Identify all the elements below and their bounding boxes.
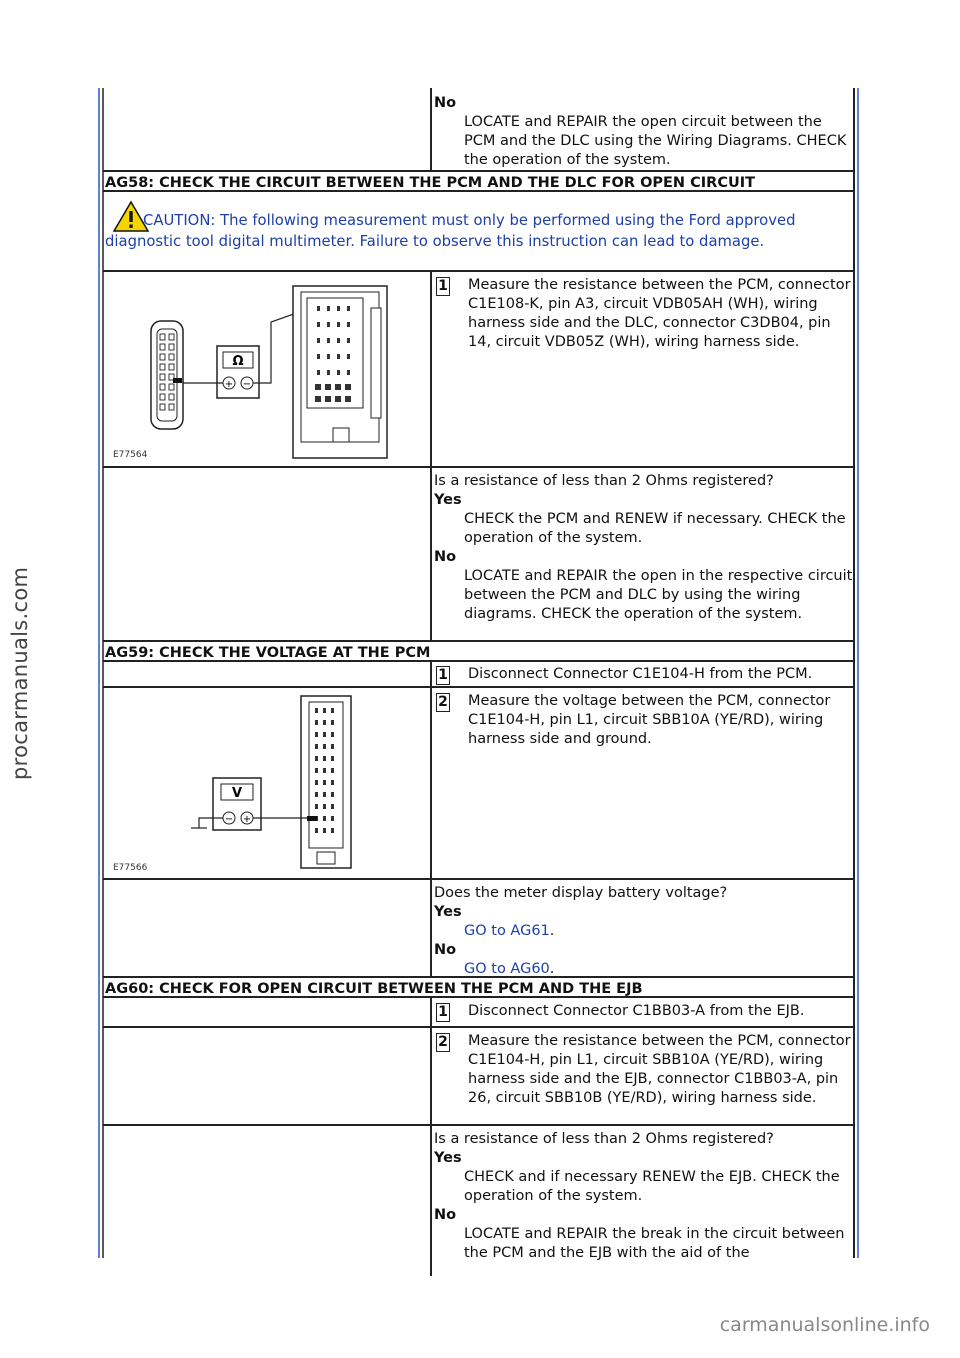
side-watermark: procarmanuals.com (8, 566, 32, 780)
step-number: 2 (436, 693, 450, 712)
ag58-step-cell (430, 272, 854, 466)
no-label: No (434, 942, 457, 958)
ag60-step1-row (103, 998, 854, 1028)
yes-label: Yes (434, 492, 462, 508)
step-1 (434, 276, 854, 352)
ag59-title: AG59: CHECK THE VOLTAGE AT THE PCM (103, 642, 854, 662)
step-text: Disconnect Connector C1E104-H from the PCM. (468, 666, 813, 682)
step-2 (434, 1032, 854, 1108)
yes-text: CHECK and if necessary RENEW the EJB. CHECK the operation of the system. (464, 1169, 840, 1204)
svg-text:−: − (242, 379, 252, 390)
no-text: LOCATE and REPAIR the open circuit between the PCM and the DLC using the Wiring Diagrams. CHECK the operation of the system. (464, 114, 847, 168)
meter-symbol: Ω (232, 354, 244, 369)
question-text: Does the meter display battery voltage? (434, 885, 728, 901)
yes-label: Yes (434, 1150, 462, 1166)
step-text: Measure the voltage between the PCM, connector C1E104-H, pin L1, circuit SBB10A (YE/RD), wiring harness side and ground. (468, 693, 831, 747)
no-text: LOCATE and REPAIR the break in the circuit between the PCM and the EJB with the aid of the (464, 1226, 845, 1261)
meter-symbol: V (231, 786, 243, 801)
resistance-measurement-diagram (105, 278, 427, 462)
ag58-question-cell (430, 468, 854, 640)
ag58-step-row (103, 272, 854, 468)
step-2 (434, 692, 854, 749)
period: . (549, 961, 555, 977)
yes-text: CHECK the PCM and RENEW if necessary. CHECK the operation of the system. (464, 511, 846, 546)
svg-text:+: + (242, 814, 252, 825)
footer-watermark: carmanualsonline.info (719, 1314, 930, 1336)
voltage-measurement-diagram (105, 692, 427, 876)
question-text: Is a resistance of less than 2 Ohms registered? (434, 473, 774, 489)
step-number: 2 (436, 1033, 450, 1052)
step-1 (434, 1002, 854, 1022)
svg-text:−: − (224, 814, 234, 825)
ag58-title: AG58: CHECK THE CIRCUIT BETWEEN THE PCM AND THE DLC FOR OPEN CIRCUIT (103, 172, 854, 192)
top-no-row (103, 88, 854, 172)
step-1 (434, 665, 854, 685)
ag59-step2-cell (430, 688, 854, 878)
ag59-question-row (103, 880, 854, 978)
top-no-cell (430, 88, 854, 170)
ag60-step1-cell (430, 998, 854, 1026)
no-text: LOCATE and REPAIR the open in the respective circuit between the PCM and DLC by using the wiring diagrams. CHECK the operation of the system. (464, 568, 853, 622)
svg-text:+: + (224, 379, 234, 390)
ag59-step1-cell (430, 662, 854, 686)
ag60-question-cell (430, 1126, 854, 1276)
ag58-caution (103, 192, 854, 272)
ag59-step1-row (103, 662, 854, 688)
go-to-ag60-link[interactable]: GO to AG60 (464, 961, 550, 977)
no-label: No (434, 549, 457, 565)
figure-id: E77564 (113, 450, 148, 460)
figure-id: E77566 (113, 863, 148, 873)
ag60-question-row (103, 1126, 854, 1276)
step-text: Measure the resistance between the PCM, connector C1E108-K, pin A3, circuit VDB05AH (WH), wiring harness side and the DLC, connector C3DB04, pin 14, circuit VDB05Z (WH), wiring harness side. (468, 277, 851, 350)
yes-label: Yes (434, 904, 462, 920)
no-label: No (434, 95, 457, 111)
period: . (549, 923, 555, 939)
step-text: Measure the resistance between the PCM, connector C1E104-H, pin L1, circuit SBB10A (YE/RD), wiring harness side and the EJB, connector C1BB03-A, pin 26, circuit SBB10B (YE/RD), wiring harness side. (468, 1033, 851, 1106)
step-text: Disconnect Connector C1BB03-A from the EJB. (468, 1003, 805, 1019)
warning-triangle-icon (113, 200, 149, 232)
ag60-step2-cell (430, 1028, 854, 1124)
ag60-step2-row (103, 1028, 854, 1126)
ag59-step2-row (103, 688, 854, 880)
no-label: No (434, 1207, 457, 1223)
caution-text: CAUTION: The following measurement must only be performed using the Ford approved diagnostic tool digital multimeter. Failure to observe this instruction can lead to damage. (105, 212, 796, 250)
step-number: 1 (436, 277, 450, 296)
step-number: 1 (436, 1003, 450, 1022)
ag58-question-row (103, 468, 854, 642)
document-body (103, 88, 854, 1276)
ag60-title: AG60: CHECK FOR OPEN CIRCUIT BETWEEN THE PCM AND THE EJB (103, 978, 854, 998)
question-text: Is a resistance of less than 2 Ohms registered? (434, 1131, 774, 1147)
ag59-question-cell (430, 880, 854, 976)
step-number: 1 (436, 666, 450, 685)
go-to-ag61-link[interactable]: GO to AG61 (464, 923, 550, 939)
